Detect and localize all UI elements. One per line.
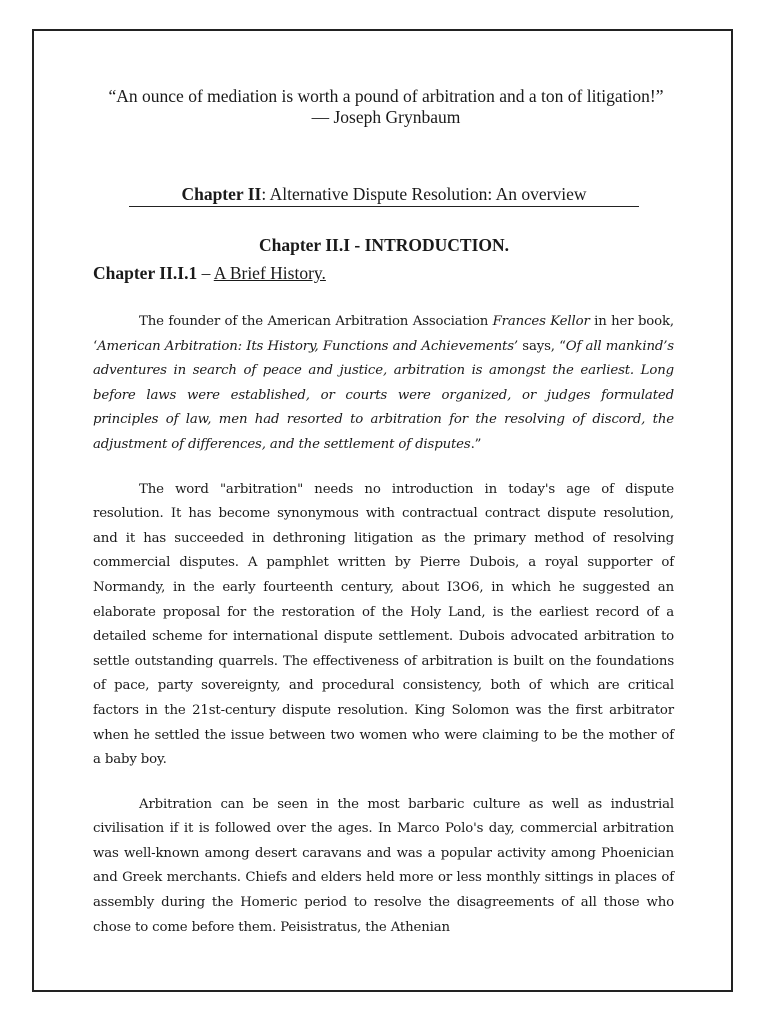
epigraph-quote: “An ounce of mediation is worth a pound of arbitration and a ton of litigation!” (108, 86, 664, 106)
p1-text-g: .” (470, 436, 482, 452)
p1-text-e: says, “ (518, 338, 566, 354)
p1-book-title: American Arbitration: Its History, Functions and Achievements’ (97, 338, 519, 354)
subsection-label: Chapter II.I.1 (93, 263, 198, 283)
epigraph-author: — Joseph Grynbaum (311, 107, 461, 127)
p1-author-name: Frances Kellor (492, 314, 590, 329)
subsection-dash: – (197, 263, 214, 283)
chapter-title: : Alternative Dispute Resolution: An overview (261, 184, 587, 204)
p1-text-c: in her book, ‘ (93, 314, 675, 354)
epigraph (80, 86, 692, 128)
chapter-heading (0, 183, 768, 205)
p1-quotation: Of all mankind’s adventures in search of peace and justice, arbitration is amongst the earliest. Long before laws were established, or courts were organized, or judges formulated principles of law, men had resorted to arbitration for the resolving of discord, the adjustment of differences, and the settlement of disputes (93, 338, 674, 452)
section-heading: Chapter II.I - INTRODUCTION. (258, 235, 510, 255)
subsection-title: A Brief History. (213, 263, 326, 283)
p1-text-a: The founder of the American Arbitration Association (139, 314, 493, 329)
chapter-underline (129, 206, 639, 207)
subsection-heading (93, 262, 326, 284)
paragraph-1 (93, 310, 674, 458)
paragraph-2: The word "arbitration" needs no introduction in today's age of dispute resolution. It has become synonymous with contractual contract dispute resolution, and it has succeeded in dethroning litigation as the primary method of resolving commercial disputes. A pamphlet written by Pierre Dubois, a royal supporter of Normandy, in the early fourteenth century, about I3O6, in which he suggested an elaborate proposal for the restoration of the Holy Land, is the earliest record of a detailed scheme for international dispute settlement. Dubois advocated arbitration to settle outstanding quarrels. The effectiveness of arbitration is built on the foundations of pace, party sovereignty, and procedural consistency, both of which are critical factors in the 21st-century dispute resolution. King Solomon was the first arbitrator when he settled the issue between two women who were claiming to be the mother of a baby boy. (93, 481, 674, 768)
chapter-label: Chapter II (181, 184, 262, 204)
body-text (93, 310, 674, 940)
paragraph-3: Arbitration can be seen in the most barbaric culture as well as industrial civilisation if it is followed over the ages. In Marco Polo's day, commercial arbitration was well-known among desert caravans and was a popular activity among Phoenician and Greek merchants. Chiefs and elders held more or less monthly sittings in places of assembly during the Homeric period to resolve the disagreements of all those who chose to come before them. Peisistratus, the Athenian (93, 796, 674, 935)
